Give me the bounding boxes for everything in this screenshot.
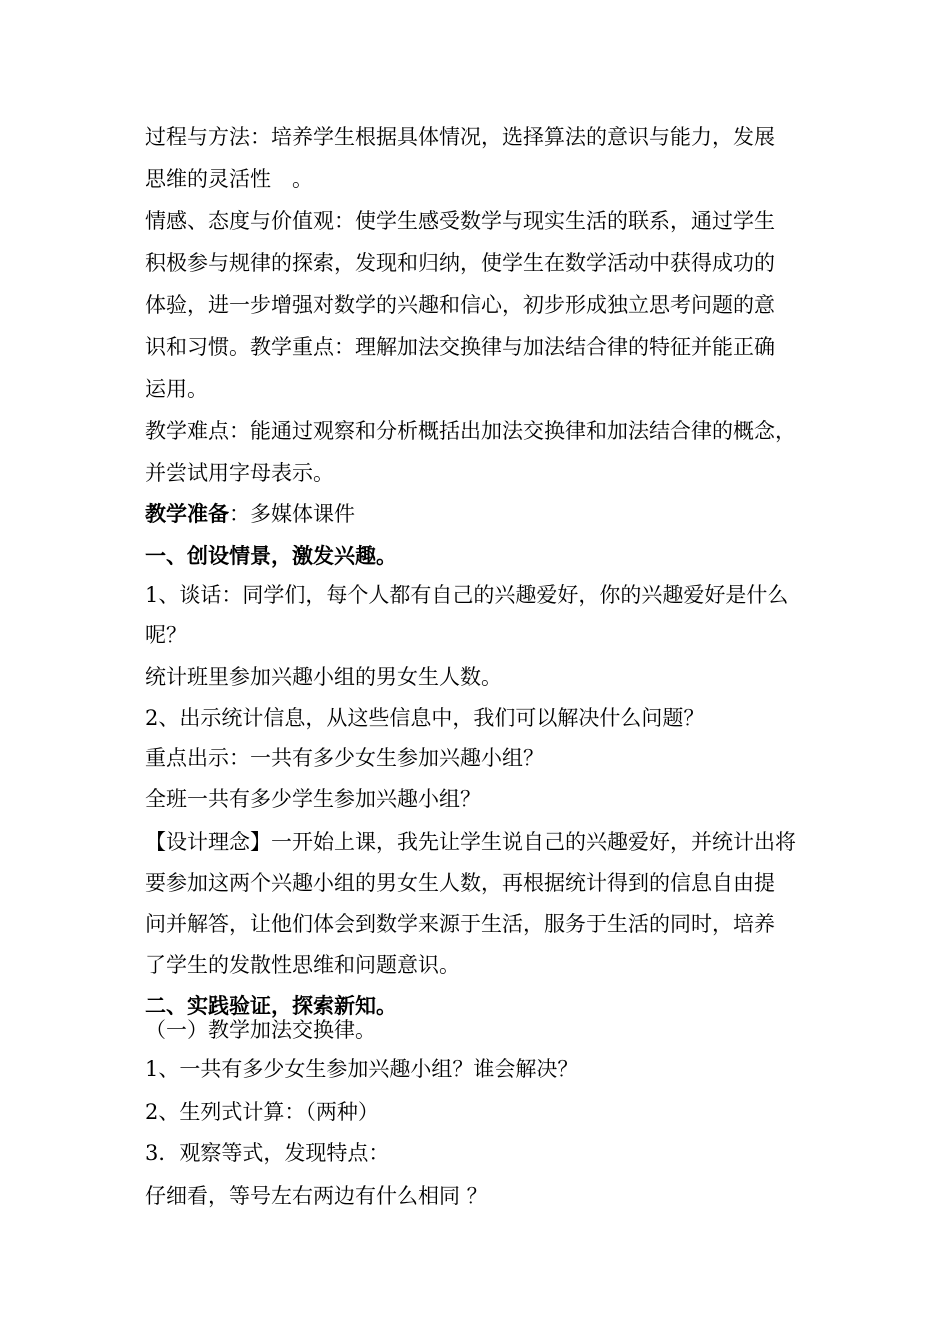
text-line: 思维的灵活性 。 (145, 167, 313, 191)
text-line: 重点出示：一共有多少女生参加兴趣小组？ (145, 746, 544, 770)
text-line: 问并解答，让他们体会到数学来源于生活，服务于生活的同时，培养 (145, 912, 775, 936)
text-line: 体验，进一步增强对数学的兴趣和信心，初步形成独立思考问题的意 (145, 293, 775, 317)
text-line: 【设计理念】一开始上课，我先让学生说自己的兴趣爱好，并统计出将 (145, 830, 796, 854)
text-line: 呢？ (145, 623, 187, 647)
text-line: 2、出示统计信息，从这些信息中，我们可以解决什么问题？ (145, 706, 705, 730)
text-line: 要参加这两个兴趣小组的男女生人数，再根据统计得到的信息自由提 (145, 871, 775, 895)
subsection-heading: （一）教学加法交换律。 (145, 1018, 376, 1042)
text-line: 1、谈话：同学们，每个人都有自己的兴趣爱好，你的兴趣爱好是什么 (145, 583, 789, 607)
preparation-label: 教学准备 (145, 501, 229, 526)
text-line: 了学生的发散性思维和问题意识。 (145, 953, 460, 977)
text-line: 过程与方法：培养学生根据具体情况，选择算法的意识与能力，发展 (145, 125, 775, 149)
section-heading-1: 一、创设情景，激发兴趣。 (145, 543, 397, 568)
text-line: 3．观察等式，发现特点： (145, 1141, 390, 1165)
text-line: 并尝试用字母表示。 (145, 461, 334, 485)
text-line: 运用。 (145, 377, 208, 401)
text-line: 全班一共有多少学生参加兴趣小组？ (145, 787, 481, 811)
text-line: 情感、态度与价值观：使学生感受数学与现实生活的联系，通过学生 (145, 209, 775, 233)
text-line: 统计班里参加兴趣小组的男女生人数。 (145, 665, 502, 689)
text-line: 2、生列式计算：（两种） (145, 1100, 379, 1124)
preparation-line (145, 501, 355, 527)
text-line: 教学难点：能通过观察和分析概括出加法交换律和加法结合律的概念， (145, 419, 796, 443)
text-line: 1、一共有多少女生参加兴趣小组？谁会解决？ (145, 1057, 579, 1081)
text-line: 仔细看，等号左右两边有什么相同 ？ (145, 1184, 488, 1208)
text-line: 积极参与规律的探索，发现和归纳，使学生在数学活动中获得成功的 (145, 251, 775, 275)
section-heading-2: 二、实践验证，探索新知。 (145, 993, 397, 1018)
text-line: 识和习惯。教学重点：理解加法交换律与加法结合律的特征并能正确 (145, 335, 775, 359)
preparation-value: ：多媒体课件 (229, 502, 355, 526)
